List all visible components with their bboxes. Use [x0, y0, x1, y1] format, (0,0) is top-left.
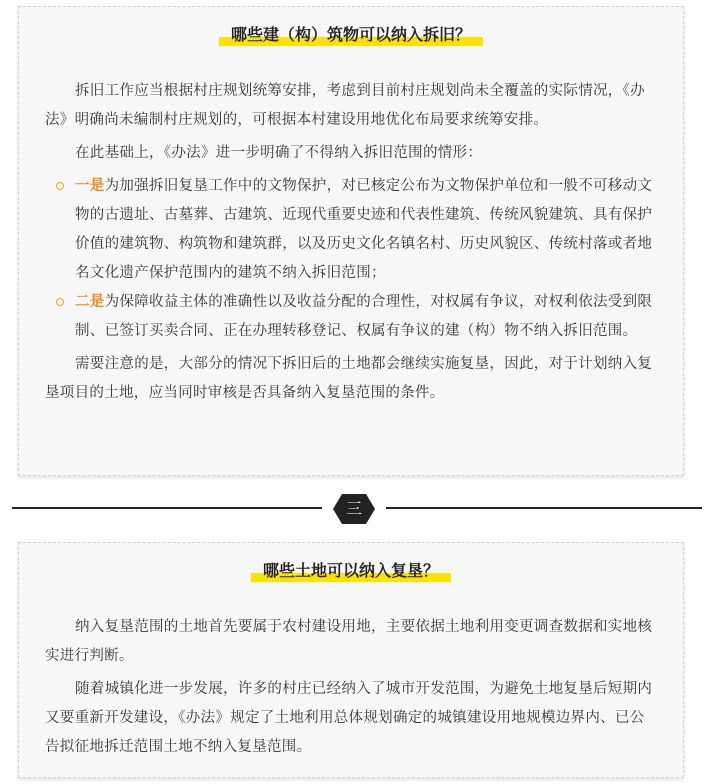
- section-title-text: 哪些土地可以纳入复垦？: [262, 561, 439, 580]
- section-title: [219, 23, 483, 47]
- section-title-text: 哪些建（构）筑物可以纳入拆旧？: [230, 25, 471, 44]
- section-number: 三: [345, 499, 362, 518]
- item-lead: 二是: [75, 294, 105, 310]
- item-text: 为加强拆旧复垦工作中的文物保护，对已核定公布为文物保护单位和一般不可移动文物的古遗址、古墓葬、古建筑、近现代重要史迹和代表性建筑、传统风貌建筑、具有保护价值的建筑物、构筑物和建筑群，以及历史文化名镇名村、历史风貌区、传统村落或者地名文化遗产保护范围内的建筑不纳入拆旧范围；: [75, 178, 653, 281]
- section-card-2: [18, 542, 684, 778]
- divider-line-right: [386, 507, 702, 509]
- list-item: [45, 172, 657, 288]
- paragraph: 拆旧工作应当根据村庄规划统筹安排，考虑到目前村庄规划尚未全覆盖的实际情况，《办法》明确尚未编制村庄规划的，可根据本村建设用地优化布局要求统筹安排。: [45, 83, 645, 128]
- paragraph: 随着城镇化进一步发展，许多的村庄已经纳入了城市开发范围，为避免土地复垦后短期内又要重新开发建设，《办法》规定了土地利用总体规划确定的城镇建设用地规模边界内、已公告拟征地拆迁范围土地不纳入复垦范围。: [45, 681, 653, 755]
- item-text: 为保障收益主体的准确性以及收益分配的合理性，对权属有争议，对权利依法受到限制、已签订买卖合同、正在办理转移登记、权属有争议的建（构）物不纳入拆旧范围。: [75, 294, 653, 339]
- circle-bullet-icon: [56, 298, 64, 306]
- section-title: [251, 559, 451, 583]
- section-card-1: [18, 6, 684, 476]
- section-divider: [12, 494, 702, 524]
- paragraph: 需要注意的是，大部分的情况下拆旧后的土地都会继续实施复垦，因此，对于计划纳入复垦项目的土地，应当同时审核是否具备纳入复垦范围的条件。: [45, 356, 653, 401]
- divider-line-left: [12, 507, 322, 509]
- list-item: [45, 288, 657, 346]
- item-lead: 一是: [75, 178, 105, 194]
- circle-bullet-icon: [56, 182, 64, 190]
- paragraph: 纳入复垦范围的土地首先要属于农村建设用地，主要依据土地利用变更调查数据和实地核实进行判断。: [45, 619, 653, 664]
- exclusion-list: [45, 172, 657, 346]
- paragraph: 在此基础上，《办法》进一步明确了不得纳入拆旧范围的情形：: [75, 145, 483, 161]
